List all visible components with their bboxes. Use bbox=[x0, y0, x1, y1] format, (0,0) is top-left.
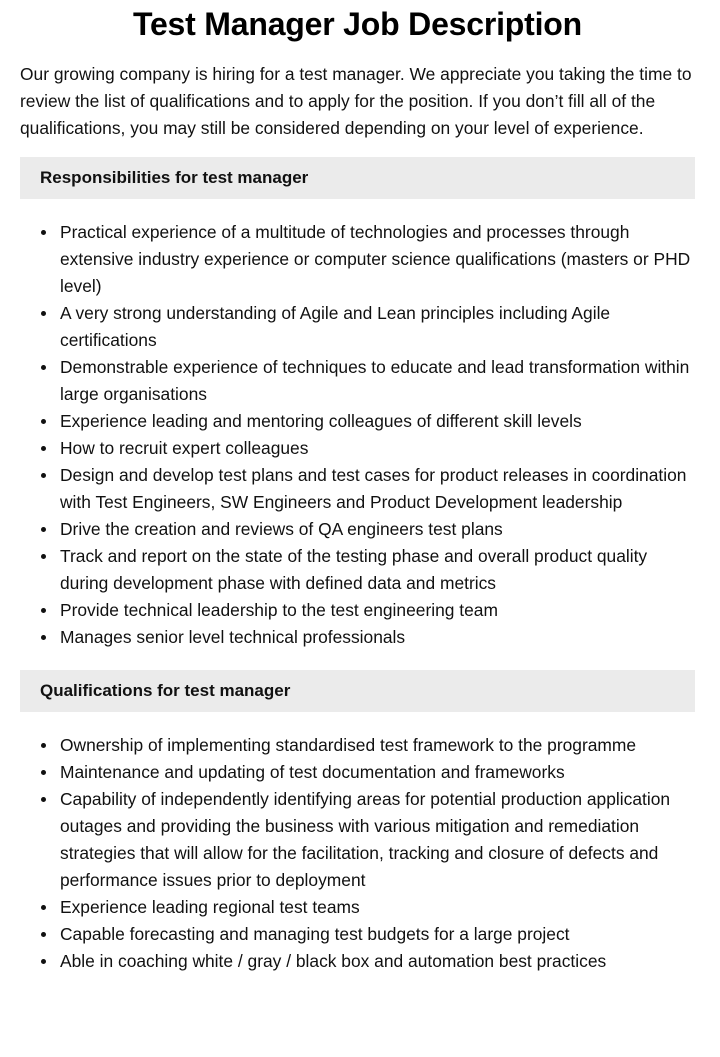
page-title: Test Manager Job Description bbox=[132, 6, 582, 42]
qualifications-list bbox=[20, 732, 695, 975]
qualifications-heading: Qualifications for test manager bbox=[20, 670, 695, 712]
bullet-icon bbox=[41, 230, 46, 235]
list-item: Demonstrable experience of techniques to educate and lead transformation within large organisations bbox=[60, 354, 695, 408]
intro-paragraph: Our growing company is hiring for a test manager. We appreciate you taking the time to review the list of qualifications and to apply for the position. If you don’t fill all of the qualifications, you may still be considered depending on your level of experience. bbox=[20, 64, 692, 138]
qualifications-section bbox=[20, 670, 695, 975]
bullet-icon bbox=[41, 527, 46, 532]
list-item: Provide technical leadership to the test engineering team bbox=[60, 597, 695, 624]
list-item: Manages senior level technical professionals bbox=[60, 624, 695, 651]
bullet-icon bbox=[41, 959, 46, 964]
list-item: Track and report on the state of the testing phase and overall product quality during development phase with defined data and metrics bbox=[60, 543, 695, 597]
bullet-icon bbox=[41, 446, 46, 451]
list-item: Maintenance and updating of test documentation and frameworks bbox=[60, 759, 695, 786]
list-item: How to recruit expert colleagues bbox=[60, 435, 695, 462]
list-item: Experience leading regional test teams bbox=[60, 894, 695, 921]
list-item: Experience leading and mentoring colleagues of different skill levels bbox=[60, 408, 695, 435]
list-item: A very strong understanding of Agile and Lean principles including Agile certifications bbox=[60, 300, 695, 354]
bullet-icon bbox=[41, 797, 46, 802]
responsibilities-list bbox=[20, 219, 695, 651]
list-item: Capability of independently identifying areas for potential production application outages and providing the business with various mitigation and remediation strategies that will allow for the facilitation, tracking and closure of defects and performance issues prior to deployment bbox=[60, 786, 695, 894]
bullet-icon bbox=[41, 554, 46, 559]
list-item: Able in coaching white / gray / black box and automation best practices bbox=[60, 948, 695, 975]
list-item: Capable forecasting and managing test budgets for a large project bbox=[60, 921, 695, 948]
bullet-icon bbox=[41, 608, 46, 613]
list-item: Design and develop test plans and test cases for product releases in coordination with Test Engineers, SW Engineers and Product Development leadership bbox=[60, 462, 695, 516]
bullet-icon bbox=[41, 743, 46, 748]
bullet-icon bbox=[41, 635, 46, 640]
bullet-icon bbox=[41, 419, 46, 424]
bullet-icon bbox=[41, 932, 46, 937]
responsibilities-heading: Responsibilities for test manager bbox=[20, 157, 695, 199]
list-item: Practical experience of a multitude of technologies and processes through extensive industry experience or computer science qualifications (masters or PHD level) bbox=[60, 219, 695, 300]
bullet-icon bbox=[41, 905, 46, 910]
bullet-icon bbox=[41, 770, 46, 775]
list-item: Drive the creation and reviews of QA engineers test plans bbox=[60, 516, 695, 543]
bullet-icon bbox=[41, 311, 46, 316]
responsibilities-section bbox=[20, 157, 695, 651]
list-item: Ownership of implementing standardised test framework to the programme bbox=[60, 732, 695, 759]
bullet-icon bbox=[41, 365, 46, 370]
bullet-icon bbox=[41, 473, 46, 478]
